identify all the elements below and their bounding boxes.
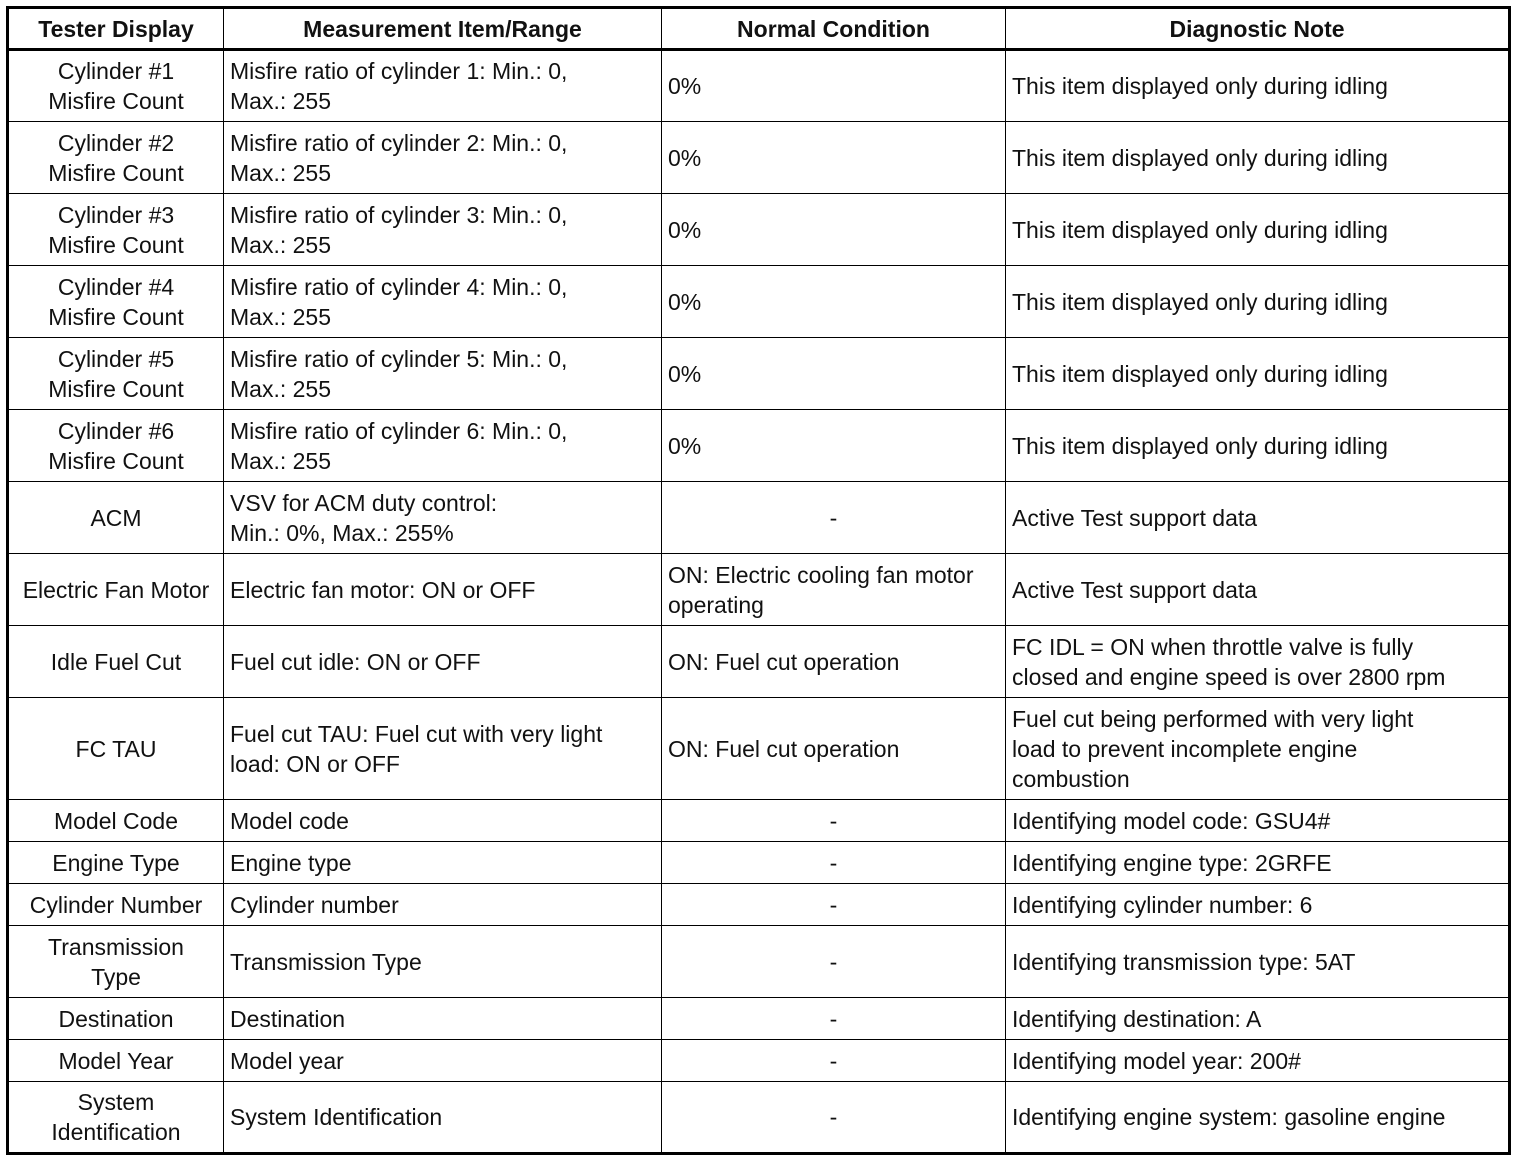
diagnostic-note-cell: This item displayed only during idling [1006,194,1510,266]
table-row [8,194,1510,266]
measurement-cell: System Identification [224,1082,662,1154]
diagnostic-note-cell: Identifying model year: 200# [1006,1040,1510,1082]
normal-condition-cell: 0% [662,266,1006,338]
tester-display-cell: Electric Fan Motor [8,554,224,626]
normal-condition-cell: 0% [662,338,1006,410]
tester-display-cell: Cylinder #4 Misfire Count [8,266,224,338]
measurement-cell: Misfire ratio of cylinder 2: Min.: 0, Max.: 255 [224,122,662,194]
tester-display-cell: Idle Fuel Cut [8,626,224,698]
measurement-cell: Fuel cut idle: ON or OFF [224,626,662,698]
normal-condition-cell: ON: Fuel cut operation [662,698,1006,800]
diagnostic-note-cell: Identifying model code: GSU4# [1006,800,1510,842]
measurement-cell: Cylinder number [224,884,662,926]
tester-display-cell: Engine Type [8,842,224,884]
table-row [8,410,1510,482]
tester-display-cell: Model Year [8,1040,224,1082]
measurement-cell: Fuel cut TAU: Fuel cut with very light load: ON or OFF [224,698,662,800]
diagnostic-note-cell: Active Test support data [1006,554,1510,626]
measurement-cell: Model year [224,1040,662,1082]
tester-display-cell: Cylinder #3 Misfire Count [8,194,224,266]
normal-condition-cell: 0% [662,122,1006,194]
normal-condition-cell: - [662,998,1006,1040]
table-row [8,338,1510,410]
table-row [8,50,1510,122]
table-row [8,800,1510,842]
normal-condition-cell: 0% [662,410,1006,482]
table-row [8,842,1510,884]
diagnostic-note-cell: This item displayed only during idling [1006,50,1510,122]
diagnostic-note-cell: This item displayed only during idling [1006,338,1510,410]
diagnostic-note-cell: Active Test support data [1006,482,1510,554]
table-row [8,122,1510,194]
tester-display-cell: FC TAU [8,698,224,800]
tester-display-cell: Cylinder Number [8,884,224,926]
diagnostic-note-cell: FC IDL = ON when throttle valve is fully closed and engine speed is over 2800 rpm [1006,626,1510,698]
tester-display-cell: Cylinder #5 Misfire Count [8,338,224,410]
header-row [8,8,1510,50]
diagnostic-note-cell: Fuel cut being performed with very light load to prevent incomplete engine combustion [1006,698,1510,800]
normal-condition-cell: - [662,884,1006,926]
normal-condition-cell: - [662,842,1006,884]
tester-display-cell: Destination [8,998,224,1040]
diagnostic-note-cell: This item displayed only during idling [1006,122,1510,194]
measurement-cell: Transmission Type [224,926,662,998]
tester-display-cell: Cylinder #2 Misfire Count [8,122,224,194]
tester-display-cell: Model Code [8,800,224,842]
table-row [8,1082,1510,1154]
measurement-cell: Misfire ratio of cylinder 4: Min.: 0, Max.: 255 [224,266,662,338]
data-list-table [6,6,1511,1155]
normal-condition-cell: ON: Electric cooling fan motor operating [662,554,1006,626]
data-list-table-container [6,6,1511,1155]
measurement-cell: Electric fan motor: ON or OFF [224,554,662,626]
diagnostic-note-cell: Identifying engine system: gasoline engine [1006,1082,1510,1154]
table-row [8,998,1510,1040]
tester-display-cell: ACM [8,482,224,554]
header-diagnostic-note: Diagnostic Note [1006,8,1510,50]
measurement-cell: Misfire ratio of cylinder 6: Min.: 0, Max.: 255 [224,410,662,482]
normal-condition-cell: - [662,800,1006,842]
normal-condition-cell: - [662,482,1006,554]
diagnostic-note-cell: Identifying transmission type: 5AT [1006,926,1510,998]
tester-display-cell: Cylinder #6 Misfire Count [8,410,224,482]
measurement-cell: Model code [224,800,662,842]
diagnostic-note-cell: This item displayed only during idling [1006,410,1510,482]
normal-condition-cell: - [662,1082,1006,1154]
normal-condition-cell: ON: Fuel cut operation [662,626,1006,698]
measurement-cell: Engine type [224,842,662,884]
diagnostic-note-cell: Identifying engine type: 2GRFE [1006,842,1510,884]
normal-condition-cell: 0% [662,194,1006,266]
table-row [8,698,1510,800]
normal-condition-cell: - [662,1040,1006,1082]
normal-condition-cell: - [662,926,1006,998]
header-normal-condition: Normal Condition [662,8,1006,50]
tester-display-cell: Cylinder #1 Misfire Count [8,50,224,122]
measurement-cell: Misfire ratio of cylinder 1: Min.: 0, Max.: 255 [224,50,662,122]
header-tester-display: Tester Display [8,8,224,50]
tester-display-cell: System Identification [8,1082,224,1154]
header-measurement-item: Measurement Item/Range [224,8,662,50]
diagnostic-note-cell: Identifying cylinder number: 6 [1006,884,1510,926]
normal-condition-cell: 0% [662,50,1006,122]
measurement-cell: Misfire ratio of cylinder 3: Min.: 0, Max.: 255 [224,194,662,266]
measurement-cell: VSV for ACM duty control: Min.: 0%, Max.: 255% [224,482,662,554]
measurement-cell: Misfire ratio of cylinder 5: Min.: 0, Max.: 255 [224,338,662,410]
table-row [8,1040,1510,1082]
table-row [8,554,1510,626]
table-row [8,884,1510,926]
table-row [8,266,1510,338]
table-row [8,482,1510,554]
measurement-cell: Destination [224,998,662,1040]
table-row [8,626,1510,698]
diagnostic-note-cell: Identifying destination: A [1006,998,1510,1040]
table-row [8,926,1510,998]
tester-display-cell: Transmission Type [8,926,224,998]
diagnostic-note-cell: This item displayed only during idling [1006,266,1510,338]
